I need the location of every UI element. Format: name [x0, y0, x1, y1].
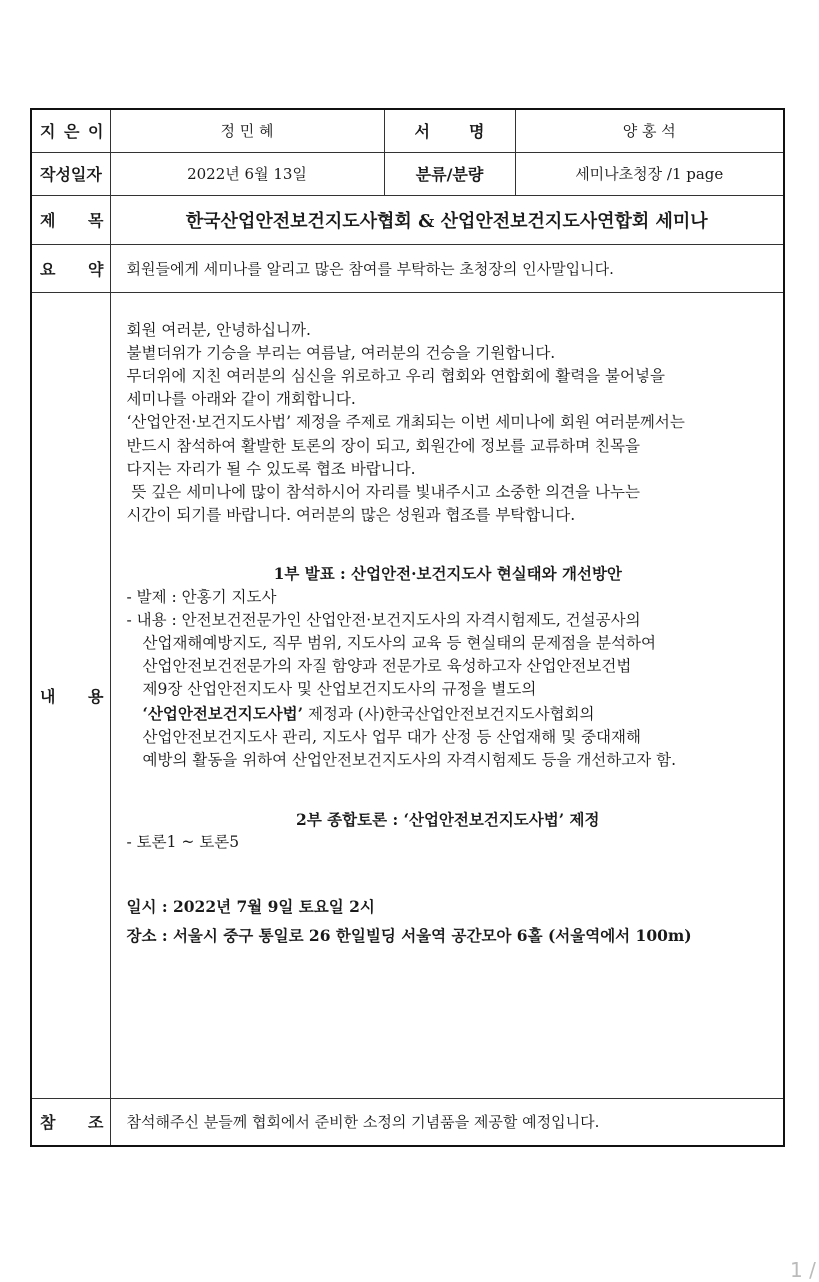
reference-value: 참석해주신 분들께 협회에서 준비한 소정의 기념품을 제공할 예정입니다. — [110, 1098, 784, 1146]
author-row — [31, 109, 784, 152]
date-label: 작성일자 — [31, 152, 110, 195]
part2-title: 2부 종합토론 : ‘산업안전보건지도사법’ 제정 — [296, 810, 600, 830]
category-value: 세미나초청장 /1 page — [515, 152, 784, 195]
part1-presenter: - 발제 : 안홍기 지도사 — [126, 587, 277, 606]
part1-content-line: 제9장 산업안전지도사 및 산업보건지도사의 규정을 별도의 — [142, 680, 537, 699]
summary-value: 회원들에게 세미나를 알리고 많은 참여를 부탁하는 초청장의 인사말입니다. — [110, 244, 784, 292]
subject-label-cell — [31, 195, 110, 244]
part1-content-line: 예방의 활동을 위하여 산업안전보건지도사의 자격시험제도 등을 개선하고자 함. — [142, 750, 677, 769]
summary-label: 요 약 — [40, 259, 104, 279]
signature-label: 서 명 — [384, 109, 515, 152]
document-table — [30, 108, 785, 1147]
date-row — [31, 152, 784, 195]
intro-line: 회원 여러분, 안녕하십니까. — [126, 320, 311, 339]
part1-content-line: 산업재해예방지도, 직무 범위, 지도사의 교육 등 현실태의 문제점을 분석하여 — [142, 633, 656, 652]
author-label-cell — [31, 109, 110, 152]
event-venue: 장소 : 서울시 중구 통일로 26 한일빌딩 서울역 공간모아 6홀 (서울역에서 100m) — [126, 925, 692, 945]
part1-content-line: 산업안전보건지도사 관리, 지도사 업무 대가 산정 등 산업재해 및 중대재해 — [142, 727, 641, 746]
part1-title: 1부 발표 : 산업안전·보건지도사 현실태와 개선방안 — [273, 564, 622, 584]
part1-law-line — [127, 702, 770, 726]
category-label: 분류/분량 — [384, 152, 515, 195]
content-label-cell — [31, 292, 110, 1098]
event-datetime: 일시 : 2022년 7월 9일 토요일 2시 — [126, 896, 375, 916]
intro-line: 세미나를 아래와 같이 개회합니다. — [126, 390, 356, 409]
intro-line: 뜻 깊은 세미나에 많이 참석하시어 자리를 빛내주시고 소중한 의견을 나누는 — [126, 482, 640, 501]
subject-value: 한국산업안전보건지도사협회 & 산업안전보건지도사연합회 세미나 — [110, 195, 784, 244]
part1-content: - 내용 : 안전보건전문가인 산업안전·보건지도사의 자격시험제도, 건설공사의 — [126, 610, 641, 629]
intro-line: 다지는 자리가 될 수 있도록 협조 바랍니다. — [126, 459, 416, 478]
author-label: 지 은 이 — [40, 122, 104, 142]
content-row — [31, 292, 784, 1098]
author-value: 정 민 혜 — [110, 109, 384, 152]
date-value: 2022년 6월 13일 — [110, 152, 384, 195]
subject-label: 제 목 — [40, 211, 104, 230]
intro-line: 불볕더위가 기승을 부리는 여름날, 여러분의 건승을 기원합니다. — [126, 343, 556, 362]
law-name: ‘산업안전보건지도사법’ — [142, 703, 304, 723]
summary-row — [31, 244, 784, 292]
subject-row — [31, 195, 784, 244]
reference-label-cell — [31, 1098, 110, 1146]
summary-label-cell — [31, 244, 110, 292]
content-label: 내 용 — [40, 686, 104, 706]
intro-line: ‘산업안전·보건지도사법’ 제정을 주제로 개최되는 이번 세미나에 회원 여러분께서는 — [126, 413, 685, 432]
signature-value: 양 홍 석 — [515, 109, 784, 152]
intro-line: 반드시 참석하여 활발한 토론의 장이 되고, 회원간에 정보를 교류하며 친목을 — [126, 436, 640, 455]
content-body — [110, 292, 784, 1098]
part2-items: - 토론1 ~ 토론5 — [126, 833, 240, 852]
reference-label: 참 조 — [40, 1113, 104, 1133]
reference-row — [31, 1098, 784, 1146]
intro-line: 시간이 되기를 바랍니다. 여러분의 많은 성원과 협조를 부탁합니다. — [126, 506, 576, 525]
part1-content-line: 산업안전보건전문가의 자질 함양과 전문가로 육성하고자 산업안전보건법 — [142, 657, 632, 676]
intro-line: 무더위에 지친 여러분의 심신을 위로하고 우리 협회와 연합회에 활력을 불어넣을 — [126, 366, 665, 385]
page-number: 1 / — [790, 1258, 816, 1282]
law-rest: 제정과 (사)한국산업안전보건지도사협회의 — [303, 704, 595, 723]
